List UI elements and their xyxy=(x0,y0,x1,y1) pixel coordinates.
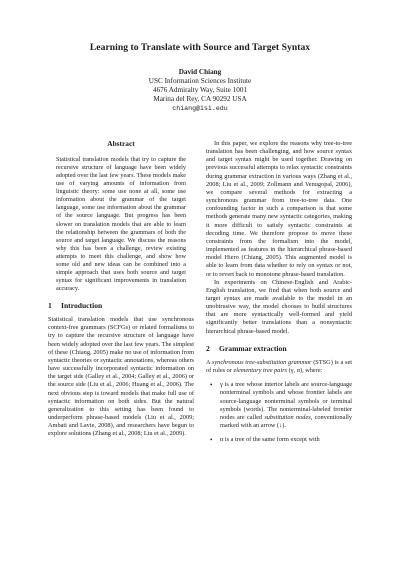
section-title: Introduction xyxy=(61,300,103,310)
text-run: γ is a tree whose interior labels are source-language nonterminal symbols and whose frontier labels are source-language nonterminal symbols or terminal symbols (words). The nonterminal-labeled frontier nodes are called xyxy=(220,381,352,421)
text-run: , conventionally marked with an arrow (↓). xyxy=(220,413,352,429)
author-block xyxy=(0,68,400,113)
section-heading-introduction xyxy=(48,302,194,310)
paper-title: Learning to Translate with Source and Target Syntax xyxy=(89,42,311,53)
bullet-icon: • xyxy=(210,381,213,390)
emphasized-term: substitution nodes xyxy=(264,413,311,421)
stsg-definition-paragraph xyxy=(206,359,352,375)
definition-bullet xyxy=(206,381,352,430)
emphasized-term: synchronous tree-substitution grammar xyxy=(211,358,312,366)
author-email: chiang@isi.edu xyxy=(172,105,228,113)
bullet-icon: • xyxy=(210,436,213,445)
body-paragraph: In this paper, we explore the reasons why tree-to-tree translation has been challenging, and how source syntax and target syntax might be used together. Drawing on previous successful attempts to relax syntactic constraints during grammar extraction in various ways (Zhang et al., 2008; Liu et al., 2009; Zollmann and Venugopal, 2006), we compare several methods for extracting a synchronous grammar from tree-to-tree data. One confounding factor in such a comparison is that some methods generate many new syntactic categories, making it more difficult to satisfy syntactic constraints at decoding time. We therefore propose to move these constraints from the formalism into the model, implemented as features in the hierarchical phrase-based model Hiero (Chiang, 2005). This augmented model is able to learn from data whether to rely on syntax or not, or to revert back to monotone phrase-based translation. xyxy=(206,140,352,278)
bullet-text: α is a tree of the same form except with xyxy=(220,436,320,444)
section-number: 1 xyxy=(48,300,52,310)
affiliation-line: 4676 Admiralty Way, Suite 1001 xyxy=(152,86,248,95)
affiliation-line: Marina del Rey, CA 90292 USA xyxy=(153,95,247,104)
text-run: (STSG) is a set of rules or xyxy=(206,358,352,375)
section-number: 2 xyxy=(206,343,210,353)
abstract-text: Statistical translation models that try to capture the recursive structure of language have been widely adopted over the last few years. These models make use of varying amounts of information from linguistic theory: some use none at all, some use information about the grammar of the target language, some use information about the grammar of the source language. But progress has been slower on translation models that are able to learn the relationship between the grammars of both the source and target language. We discuss the reasons why this has been a challenge, review existing attempts to meet this challenge, and show how some old and new ideas can be combined into a simple approach that uses both source and target syntax for significant improvements in translation accuracy. xyxy=(56,156,186,292)
text-run: (γ, α), where: xyxy=(287,367,323,375)
bullet-text xyxy=(220,381,352,430)
text-run: A xyxy=(206,358,212,366)
abstract-heading: Abstract xyxy=(107,139,135,148)
right-column xyxy=(206,140,352,444)
section-title: Grammar extraction xyxy=(219,343,287,353)
body-paragraph: In experiments on Chinese-English and Arabic-English translation, we find that when both source and target syntax are made available to the model in an unobtrusive way, the model chooses to build structures that are more syntactically well-formed and yield significantly better translations than a nonsyntactic hierarchical phrase-based model. xyxy=(206,278,352,335)
section-heading-grammar-extraction xyxy=(206,345,352,353)
left-column xyxy=(48,140,194,438)
author-name: David Chiang xyxy=(178,68,222,76)
affiliation-line: USC Information Sciences Institute xyxy=(148,77,252,86)
emphasized-term: elementary tree pairs xyxy=(233,367,288,375)
definition-bullet xyxy=(206,436,352,444)
introduction-paragraph: Statistical translation models that use synchronous context-free grammars (SCFGs) or related formalisms to try to capture the recursive structure of language have been widely adopted over the last few years. The simplest of these (Chiang, 2005) make no use of information from syntactic theories or syntactic annotations, whereas others have successfully incorporated syntactic information on the target side (Galley et al., 2004; Galley et al., 2006) or the source side (Liu et al., 2006; Huang et al., 2006). The next obvious step is toward models that make full use of syntactic information on both sides. But the natural generalization to this setting has been found to underperform phrase-based models (Liu et al., 2009; Ambati and Lavie, 2008), and researchers have begun to explore solutions (Zhang et al., 2008; Liu et al., 2009). xyxy=(48,316,195,438)
